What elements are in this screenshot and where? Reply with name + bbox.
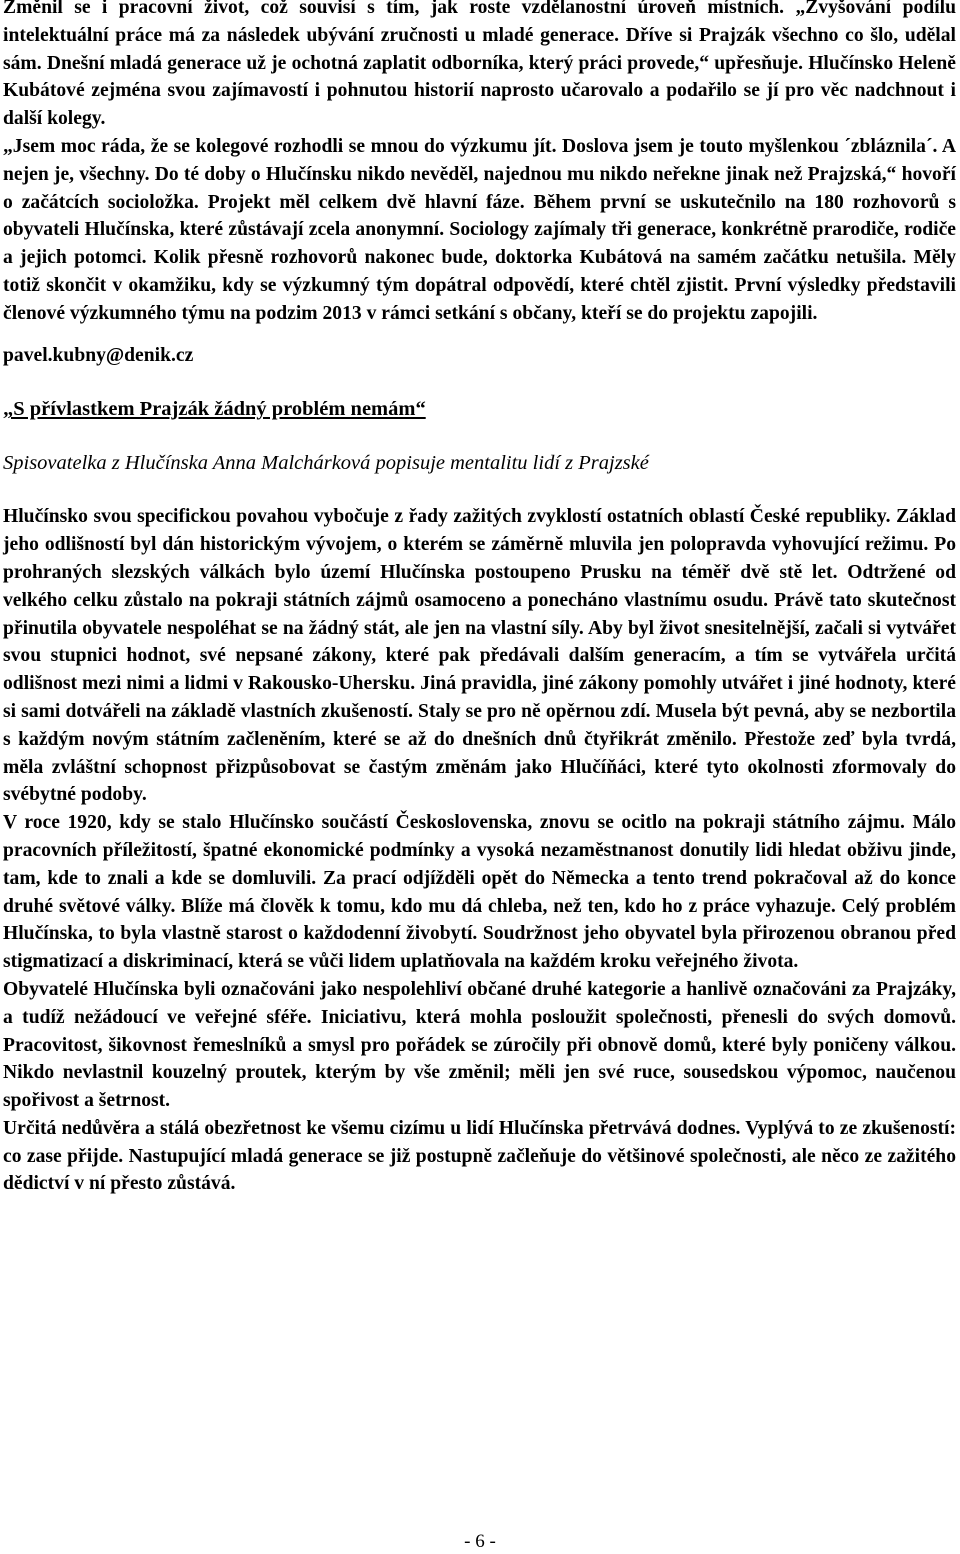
page-number: - 6 - — [464, 1531, 496, 1552]
article-subtitle: Spisovatelka z Hlučínska Anna Malchárková popisuje mentalitu lidí z Prajzské — [3, 452, 649, 475]
article-paragraph-1: Hlučínsko svou specifickou povahou vybočuje z řady zažitých zvyklostí ostatních oblastí České republiky. Základ jeho odlišností byl dán historickým vývojem, o kterém se záměrně mluvila jen polopravda vyhovující režimu. Po prohraných slezských válkách bylo území Hlučínska postoupeno Prusku na téměř dvě stě let. Odtržené od velkého celku zůstalo na pokraji státních zájmů osamoceno a ponecháno vlastnímu osudu. Právě tato skutečnost přinutila obyvatele nespoléhat se na žádný stát, ale jen na vlastní síly. Aby byl život snesitelnější, začali si vytvářet svou stupnici hodnot, své nepsané zákony, které pak předávali dalším generacím, a tím se vytvářela určitá odlišnost mezi nimi a lidmi v Rakousko-Uhersku. Jiná pravidla, jiné zákony pomohly utvářet i jiné hodnoty, které si sami dotvářeli na základě vlastních zkušeností. Staly se pro ně opěrnou zdí. Musela být pevná, aby se nezbortila s každým novým státním začleněním, které se až do dnešních dnů čtyřikrát změnilo. Přestože zeď byla tvrdá, měla zvláštní schopnost přizpůsobovat se častým změnám jako Hlučíňáci, které tyto okolnosti zformovaly do svébytné podoby. — [3, 506, 956, 806]
article-paragraph-3: Obyvatelé Hlučínska byli označováni jako nespolehliví občané druhé kategorie a hanlivě označováni za Prajzáky, a tudíž nežádoucí ve veřejné sféře. Iniciativu, která mohla posloužit společnosti, přenesli do svých domovů. Pracovitost, šikovnost řemeslníků a smysl pro pořádek se zúročily při obnově domů, které byly poničeny válkou. Nikdo nevlastnil kouzelný proutek, kterým by vše změnil; měli jen své ruce, sousedskou výpomoc, naučenou spořivost a šetrnost. — [3, 978, 956, 1112]
research-paragraph: „Jsem moc ráda, že se kolegové rozhodli se mnou do výzkumu jít. Doslova jsem je touto myšlenkou ´zbláznila´. A nejen je, všechny. Do té doby o Hlučínsku nikdo nevěděl, najednou mu nikdo neřekne jinak než Prajzská,“ hovoří o začátcích socioložka. Projekt měl celkem dvě hlavní fáze. Během první se uskutečnilo na 180 rozhovorů s obyvateli Hlučínska, které zůstávají zcela anonymní. Sociology zajímaly tři generace, konkrétně prarodiče, rodiče a jejich potomci. Kolik přesně rozhovorů nakonec bude, doktorka Kubátová na samém začátku netušila. Měly totiž skončit v okamžiku, kdy se výzkumný tým dopátral odpovědí, které chtěl zjistit. První výsledky představili členové výzkumného týmu na podzim 2013 v rámci setkání s občany, kteří se do projektu zapojili. — [3, 135, 956, 324]
article-paragraph-4: Určitá nedůvěra a stálá obezřetnost ke všemu cizímu u lidí Hlučínska přetrvává dodnes. Vyplývá to ze zkušeností: co zase přijde. Nastupující mladá generace se již postupně začleňuje do většinové společnosti, ale něco ze zažitého dědictví v ní přesto zůstává. — [3, 1117, 956, 1195]
article-headline: „S přívlastkem Prajzák žádný problém nemám“ — [3, 398, 426, 421]
author-email: pavel.kubny@denik.cz — [3, 344, 194, 366]
intro-paragraph: Změnil se i pracovní život, což souvisí s tím, jak roste vzdělanostní úroveň místních. „Zvyšování podílu intelektuální práce má za následek ubývání zručnosti u mladé generace. Dříve si Prajzák všechno co šlo, udělal sám. Dnešní mladá generace už je ochotná zaplatit odborníka, který práci provede,“ upřesňuje. Hlučínsko Heleně Kubátové zejména svou zajímavostí i pohnutou historií naprosto učarovalo a podařilo se jí pro věc nadchnout i další kolegy. — [3, 0, 956, 130]
article-paragraph-2: V roce 1920, kdy se stalo Hlučínsko součástí Československa, znovu se ocitlo na pokraji státního zájmu. Málo pracovních příležitostí, špatné ekonomické podmínky a vysoká nezaměstnanost donutily lidi hledat obživu jinde, tam, kde to znali a kde se domluvili. Za prací odjížděli opět do Německa a tento trend pokračoval až do konce druhé světové války. Blíže má člověk k tomu, kdo mu dá chleba, než ten, kdo ho z práce vyhazuje. Celý problém Hlučínska, to byla vlastně starost o každodenní živobytí. Soudržnost jeho obyvatel byla přirozenou obranou před stigmatizací a diskriminací, která se vůči lidem uplatňovala na každém kroku veřejného života. — [3, 812, 956, 973]
